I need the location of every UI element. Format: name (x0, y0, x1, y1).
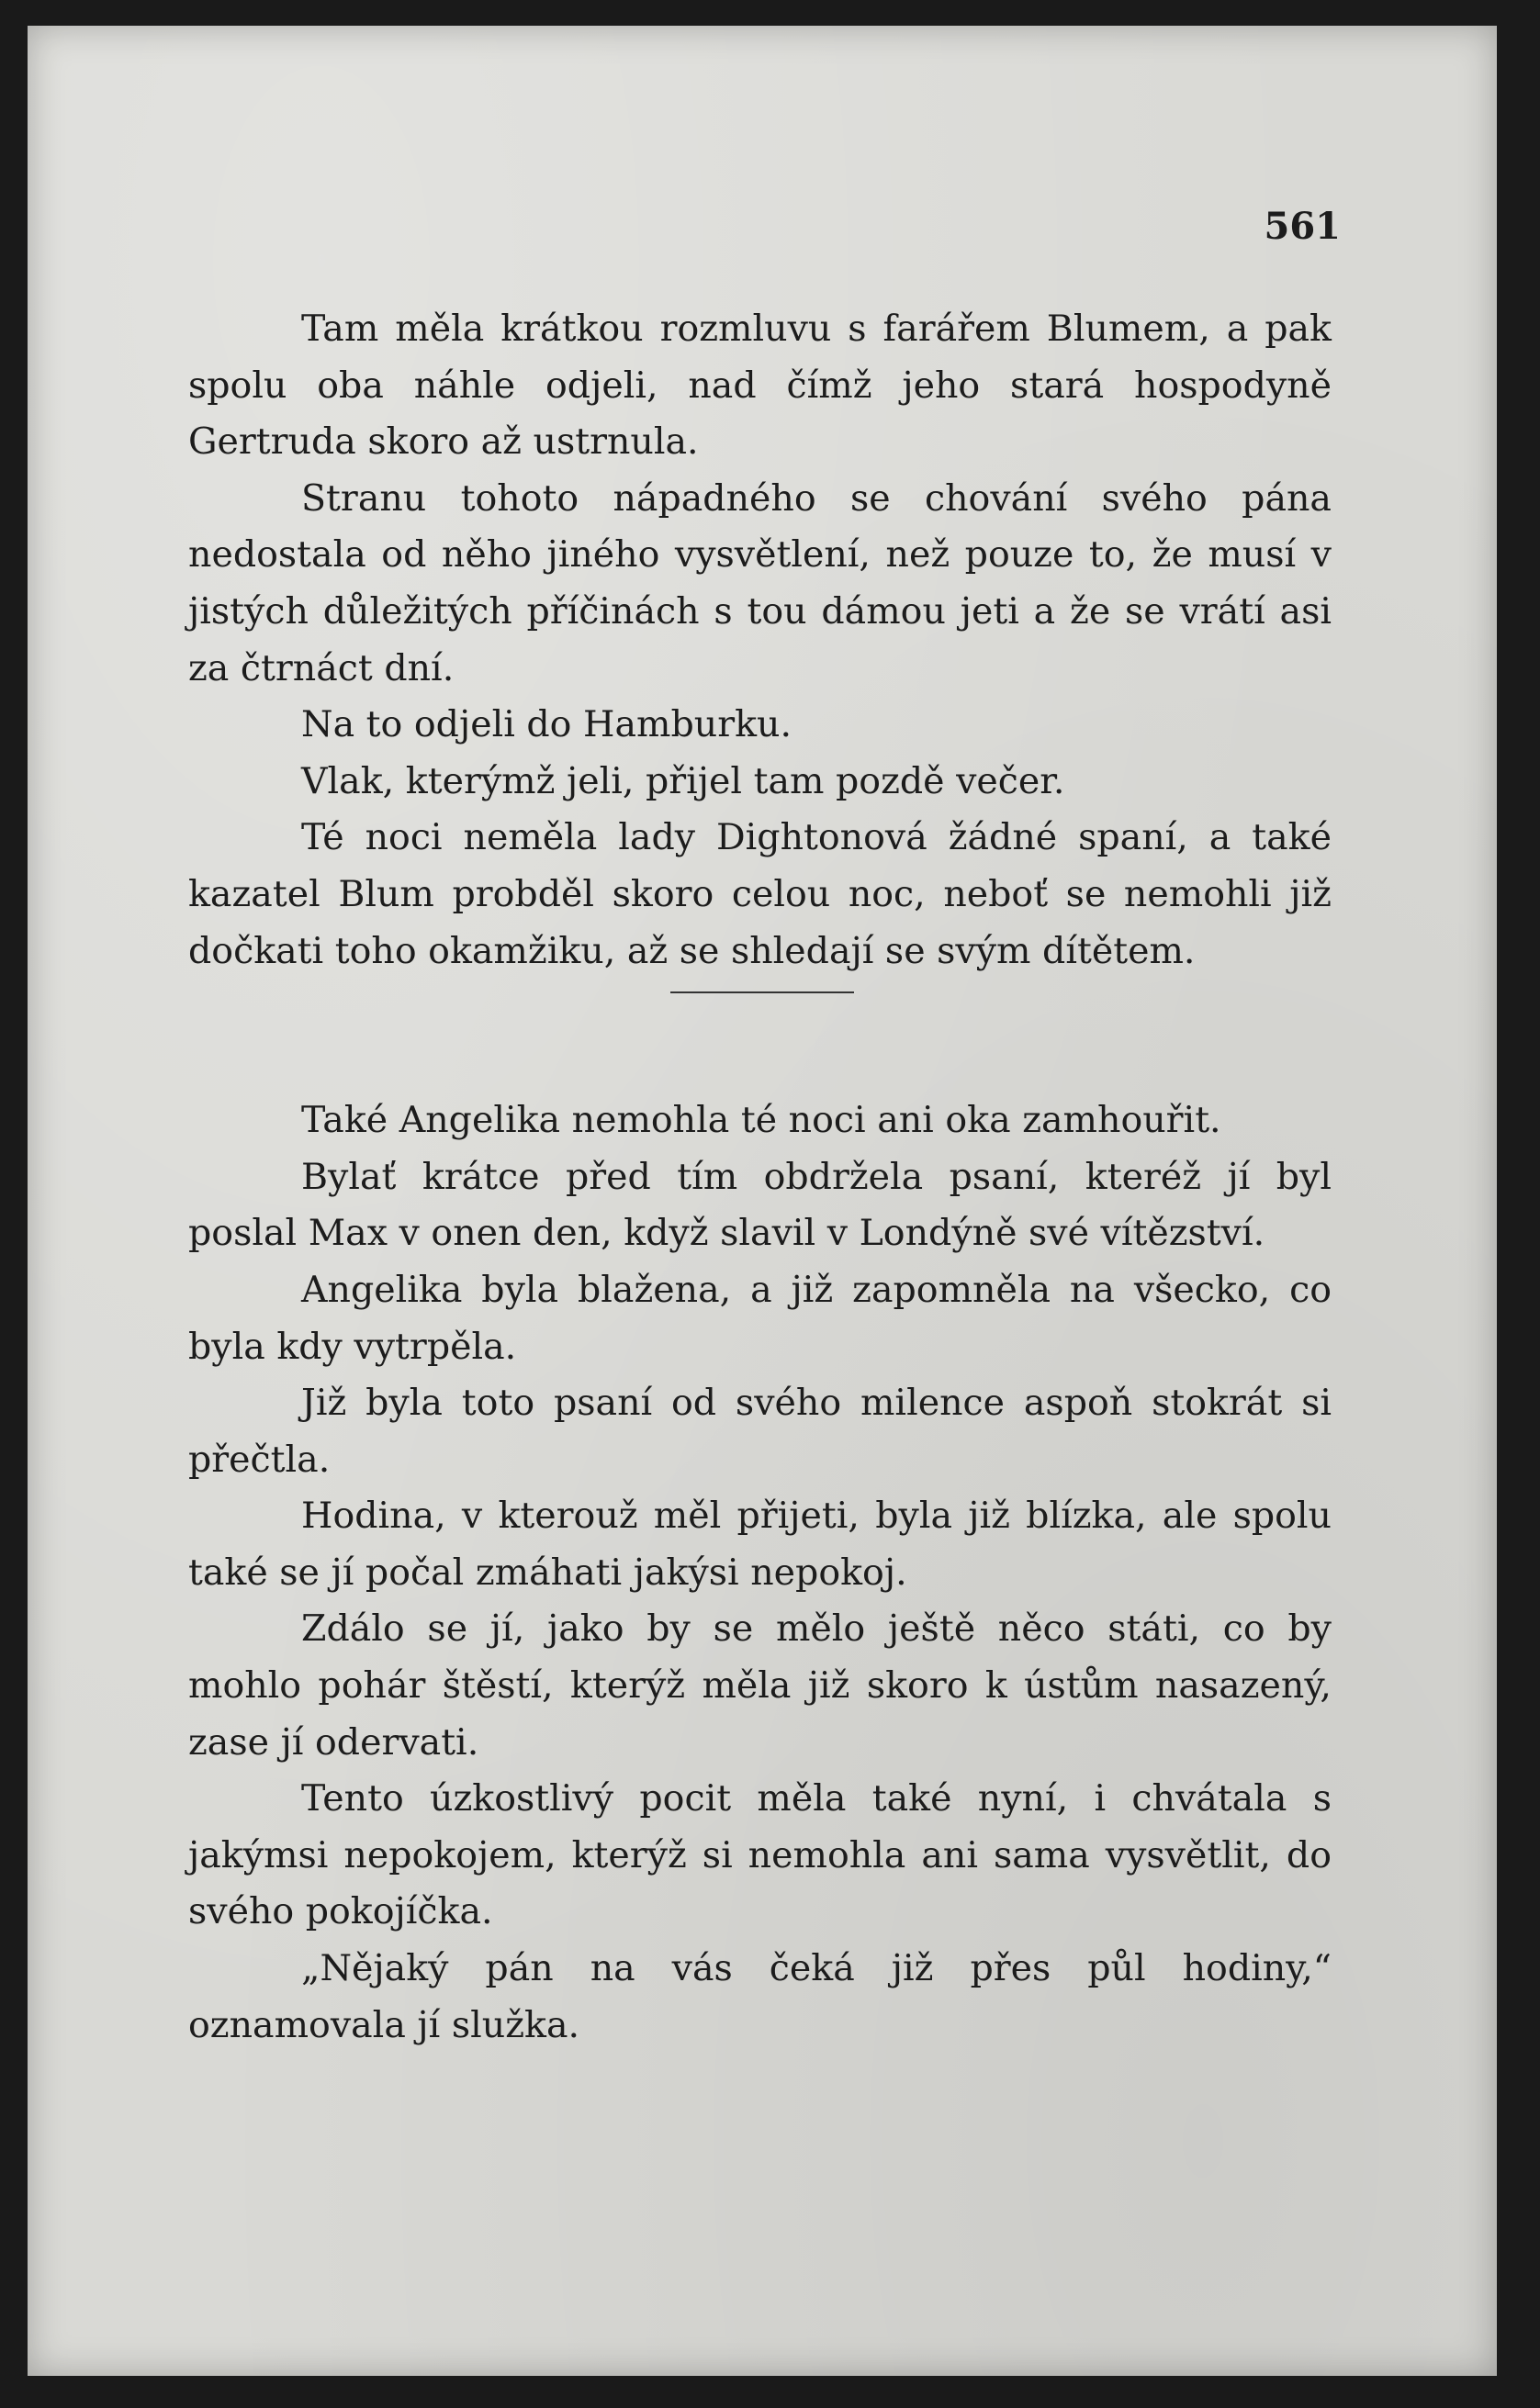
paragraph: Hodina, v kterouž měl přijeti, byla již blízka, ale spolu také se jí počal zmáhati jakýsi nepokoj. (188, 1495, 1332, 1594)
paragraph: Tam měla krátkou rozmluvu s farářem Blumem, a pak spolu oba náhle odjeli, nad čímž jeho stará hospodyně Gertruda skoro až ustrnula. (188, 308, 1332, 464)
paragraph: „Nějaký pán na vás čeká již přes půl hodiny,“ oznamovala jí služka. (188, 1947, 1332, 2046)
paragraph: Na to odjeli do Hamburku. (301, 703, 792, 746)
paragraph: Stranu tohoto nápadného se chování svého pána nedostala od něho jiného vysvětlení, než pouze to, že musí v jistých důležitých příčinách s tou dámou jeti a že se vrátí asi za čtrnáct dní. (188, 476, 1332, 689)
paragraph: Zdálo se jí, jako by se mělo ještě něco státi, co by mohlo pohár štěstí, kterýž měla již skoro k ústům nasazený, zase jí odervati. (188, 1607, 1332, 1764)
section-divider (670, 991, 854, 993)
book-page (28, 26, 1497, 2376)
paragraph: Také Angelika nemohla té noci ani oka zamhouřit. (301, 1099, 1221, 1142)
paragraph: Té noci neměla lady Dightonová žádné spaní, a také kazatel Blum probděl skoro celou noc, neboť se nemohli již dočkati toho okamžiku, až se shledají se svým dítětem. (188, 816, 1332, 972)
paragraph: Bylať krátce před tím obdržela psaní, kteréž jí byl poslal Max v onen den, když slavil v Londýně své vítězství. (188, 1155, 1332, 1255)
paragraph: Angelika byla blažena, a již zapomněla na všecko, co byla kdy vytrpěla. (188, 1268, 1332, 1368)
paragraph: Již byla toto psaní od svého milence aspoň stokrát si přečtla. (188, 1382, 1332, 1481)
body-text (188, 301, 1332, 2054)
section-divider-area (188, 980, 1332, 1092)
page-number: 561 (1264, 205, 1341, 248)
paragraph: Tento úzkostlivý pocit měla také nyní, i chvátala s jakýmsi nepokojem, kterýž si nemohla ani sama vysvětlit, do svého pokojíčka. (188, 1777, 1332, 1933)
paragraph: Vlak, kterýmž jeli, přijel tam pozdě večer. (301, 759, 1065, 802)
